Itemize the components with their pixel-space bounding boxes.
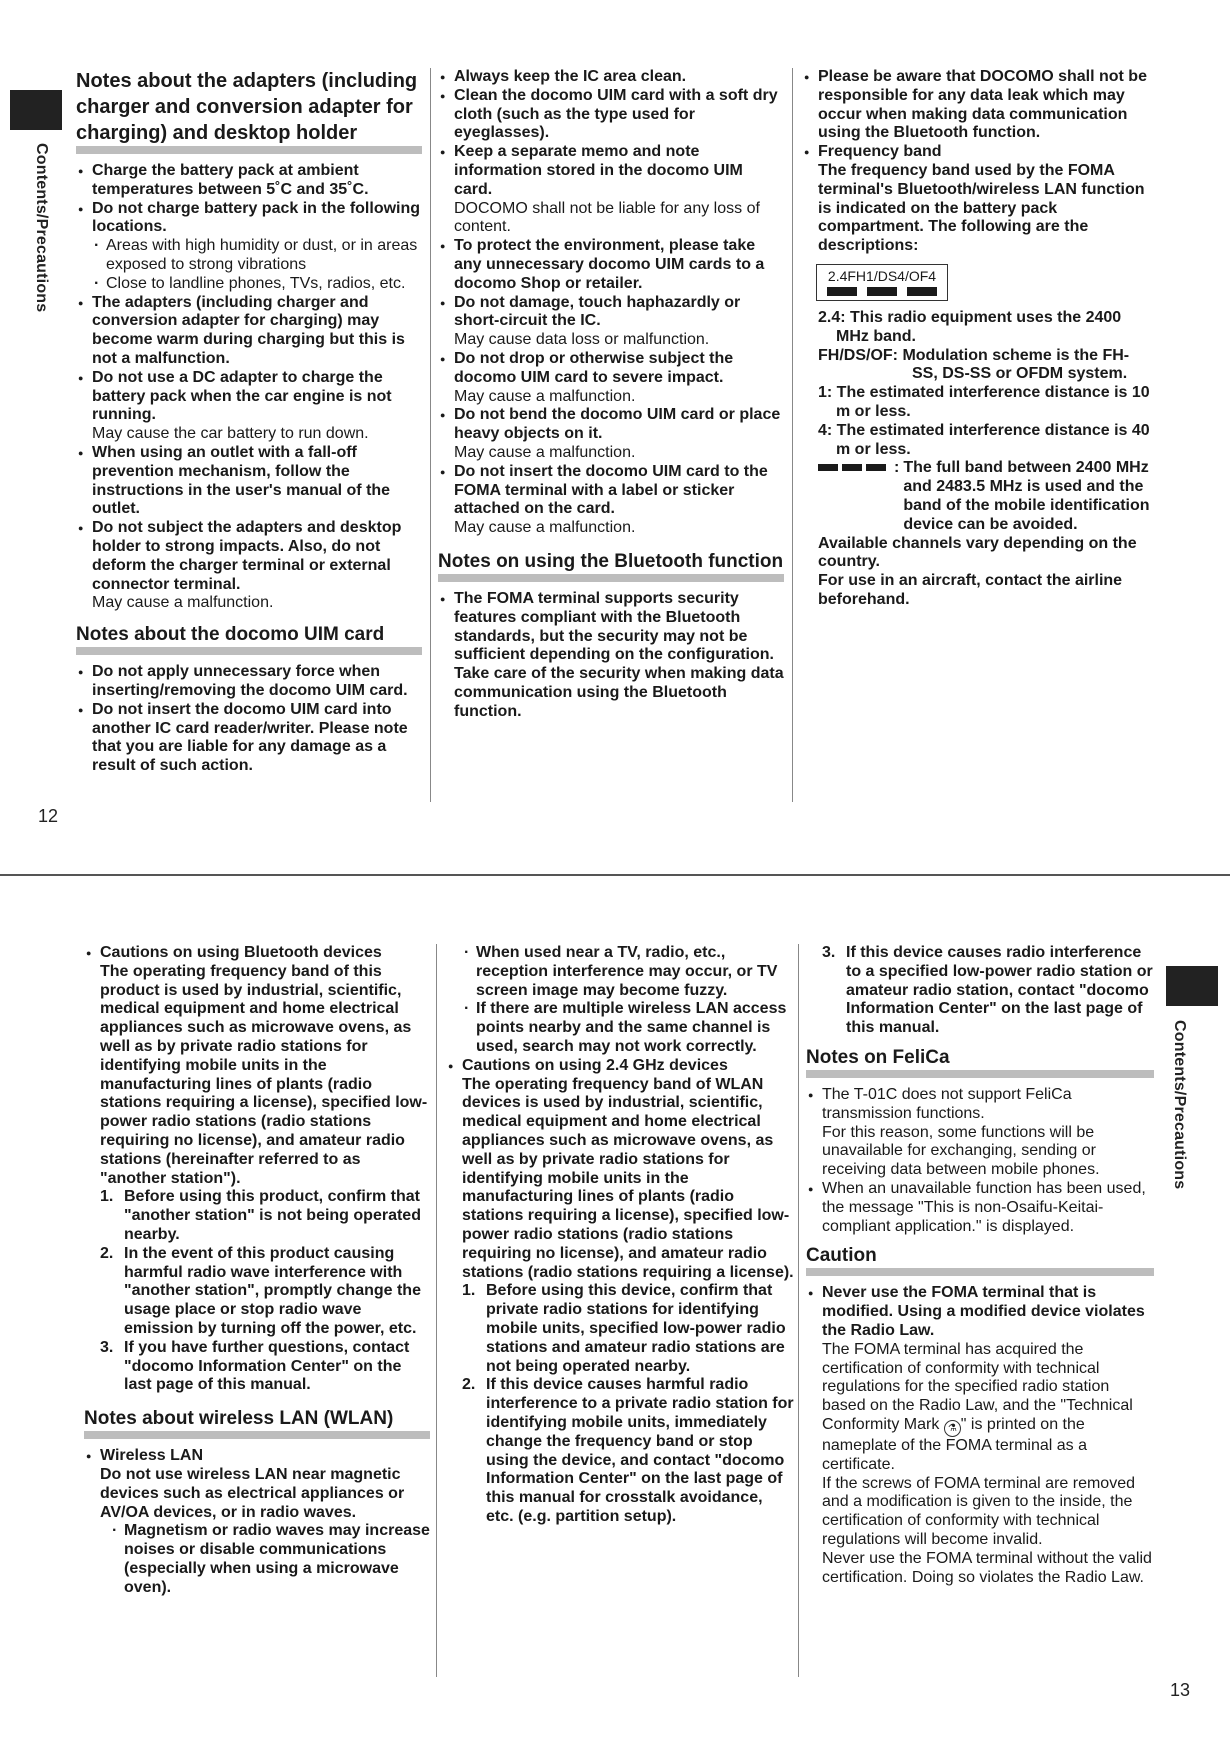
band-bar bbox=[867, 287, 897, 296]
list-item: ● To protect the environment, please take any unnecessary docomo UIM cards to a docomo Shop or retailer. bbox=[438, 237, 784, 293]
step-text: Before using this product, confirm that "another station" is not being operated nearby. bbox=[124, 1188, 421, 1243]
list-item bbox=[806, 1284, 1154, 1587]
list-item bbox=[84, 1447, 430, 1597]
definition-text: The full band between 2400 MHz and 2483.5 MHz is used and the band of the mobile identification device can be avoided. bbox=[903, 459, 1150, 533]
band-bars-icon bbox=[818, 464, 886, 471]
item-title: ● Never use the FOMA terminal that is modified. Using a modified device violates the Radio Law. bbox=[822, 1284, 1145, 1339]
text-part: " is printed on the nameplate of the FOMA terminal as a certificate. bbox=[822, 1415, 1088, 1473]
step-number: 2. bbox=[100, 1244, 114, 1262]
bottom-column-2 bbox=[446, 944, 794, 1527]
step-text: If this device causes radio interference to a specified low-power radio station or amateur radio station, contact "docomo Information Center" on the last page of this manual. bbox=[846, 944, 1153, 1037]
list-item: ● Charge the battery pack at ambient temperatures between 5˚C and 35˚C. bbox=[76, 162, 422, 200]
item-note: May cause a malfunction. bbox=[454, 443, 636, 461]
side-label: Contents/Precautions bbox=[33, 143, 50, 313]
heading-uim-card: Notes about the docomo UIM card bbox=[76, 623, 422, 655]
heading-wlan: Notes about wireless LAN (WLAN) bbox=[84, 1407, 430, 1439]
item-title: ● Cautions on using 2.4 GHz devices bbox=[462, 1056, 728, 1074]
step-number: 2. bbox=[462, 1376, 476, 1394]
list-item bbox=[802, 143, 1152, 256]
item-text: ● Do not drop or otherwise subject the docomo UIM card to severe impact. bbox=[454, 349, 734, 386]
heading-felica: Notes on FeliCa bbox=[806, 1046, 1154, 1078]
band-definitions bbox=[802, 309, 1152, 610]
list-item bbox=[84, 944, 430, 1188]
list-item bbox=[438, 590, 784, 722]
step-number: 1. bbox=[100, 1188, 114, 1206]
band-bars bbox=[827, 287, 937, 296]
text-part: The FOMA terminal has acquired the certification of conformity with technical regulations for the specified radio station based on the Radio Law, and the "Technical Conformity Mark bbox=[822, 1340, 1133, 1433]
step-text: If this device causes harmful radio interference to a private radio station for identifying mobile units, immediately change the frequency band or stop using the device, and contact "docomo Information Center" on the last page of this manual for crosstalk avoidance, etc. (e.g. partition setup). bbox=[486, 1376, 794, 1525]
list-item bbox=[438, 143, 784, 237]
band-bar bbox=[827, 287, 857, 296]
definition-bars: : The full band between 2400 MHz and 2483.5 MHz is used and the band of the mobile identification device can be avoided. bbox=[818, 459, 1152, 534]
list-item: ● The adapters (including charger and conversion adapter for charging) may become warm during charging but this is not a malfunction. bbox=[76, 294, 422, 369]
list-item bbox=[438, 406, 784, 462]
technical-conformity-mark-icon: ⚗ bbox=[944, 1420, 961, 1437]
list-item bbox=[76, 369, 422, 444]
column-divider bbox=[430, 68, 431, 802]
item-note: May cause the car battery to run down. bbox=[92, 425, 369, 443]
sub-list-item: · When used near a TV, radio, etc., reception interference may occur, or TV screen image may become fuzzy. bbox=[462, 944, 794, 1000]
item-text: Take care of the security when making data communication using the Bluetooth function. bbox=[454, 665, 784, 720]
item-text: ● Do not bend the docomo UIM card or place heavy objects on it. bbox=[454, 406, 781, 443]
list-item bbox=[438, 294, 784, 350]
item-note: May cause data loss or malfunction. bbox=[454, 331, 710, 349]
step-text: If you have further questions, contact "docomo Information Center" on the last page of this manual. bbox=[124, 1338, 410, 1394]
section-tab-marker bbox=[1166, 966, 1218, 1006]
item-text bbox=[822, 1341, 1154, 1475]
sub-list-item: · Areas with high humidity or dust, or in areas exposed to strong vibrations bbox=[92, 237, 422, 275]
definition: 1: The estimated interference distance is 10 m or less. bbox=[818, 384, 1150, 420]
item-note: May cause a malfunction. bbox=[454, 387, 636, 405]
numbered-item bbox=[462, 1376, 794, 1526]
band-bar bbox=[907, 287, 937, 296]
list-item: ● When an unavailable function has been used, the message "This is non-Osaifu-Keitai-compliant application." is displayed. bbox=[806, 1180, 1154, 1236]
numbered-item bbox=[822, 944, 1154, 1038]
list-item: ● Always keep the IC area clean. bbox=[438, 68, 784, 87]
top-column-1 bbox=[76, 68, 422, 776]
column-divider bbox=[798, 944, 799, 1677]
list-item bbox=[438, 463, 784, 538]
side-label: Contents/Precautions bbox=[1171, 1020, 1188, 1190]
step-number: 1. bbox=[462, 1282, 476, 1300]
heading-caution: Caution bbox=[806, 1244, 1154, 1276]
list-item: ● Clean the docomo UIM card with a soft dry cloth (such as the type used for eyeglasses). bbox=[438, 87, 784, 143]
heading-bluetooth: Notes on using the Bluetooth function bbox=[438, 550, 784, 582]
sub-list-item: · If there are multiple wireless LAN access points nearby and the same channel is used, search may not work correctly. bbox=[462, 1000, 794, 1056]
item-text: ● Do not subject the adapters and desktop holder to strong impacts. Also, do not deform the charger terminal or external connector terminal. bbox=[92, 519, 402, 593]
item-text: The frequency band used by the FOMA terminal's Bluetooth/wireless LAN function is indicated on the battery pack compartment. The following are the descriptions: bbox=[818, 161, 1145, 255]
page-number: 13 bbox=[1170, 1680, 1191, 1700]
item-note: May cause a malfunction. bbox=[454, 519, 636, 537]
list-item bbox=[438, 350, 784, 406]
list-item: ● Do not apply unnecessary force when inserting/removing the docomo UIM card. bbox=[76, 663, 422, 701]
item-note: May cause a malfunction. bbox=[92, 594, 274, 612]
band-label-box bbox=[816, 264, 948, 301]
item-text: ● The FOMA terminal supports security features compliant with the Bluetooth standards, but the security may not be sufficient depending on the configuration. bbox=[454, 589, 774, 664]
item-text: The operating frequency band of this product is used by industrial, scientific, medical equipment and home electrical appliances such as microwave ovens, as well as by private radio stations for identifying mobile units in the manufacturing lines of plants (radio stations requiring a license), specified low-power radio stations (radio stations requiring no license), and amateur radio stations (hereinafter referred to as "another station"). bbox=[100, 962, 428, 1187]
bottom-column-3 bbox=[806, 944, 1154, 1587]
column-divider bbox=[792, 68, 793, 802]
item-text: ● Do not damage, touch haphazardly or short-circuit the IC. bbox=[454, 293, 741, 330]
numbered-item bbox=[462, 1282, 794, 1376]
top-column-3 bbox=[802, 68, 1152, 610]
numbered-item bbox=[100, 1245, 430, 1339]
page-number: 12 bbox=[38, 806, 59, 826]
item-note: For this reason, some functions will be unavailable for exchanging, sending or receiving data between mobile phones. bbox=[822, 1123, 1100, 1179]
item-text: ● Do not insert the docomo UIM card to the FOMA terminal with a label or sticker attached on the card. bbox=[454, 462, 768, 518]
sub-list-item: · Close to landline phones, TVs, radios, etc. bbox=[92, 275, 422, 294]
item-text: ● Keep a separate memo and note information stored in the docomo UIM card. bbox=[454, 143, 743, 198]
list-item: ● Do not insert the docomo UIM card into another IC card reader/writer. Please note that you are liable for any damage as a result of such action. bbox=[76, 701, 422, 776]
step-text: Before using this device, confirm that private radio stations for identifying mobile units, specified low-power radio stations and amateur radio stations are not being operated nearby. bbox=[486, 1282, 786, 1375]
item-text: ● The T-01C does not support FeliCa transmission functions. bbox=[822, 1085, 1072, 1122]
item-text: Do not use wireless LAN near magnetic devices such as electrical appliances or AV/OA devices, or in radio waves. bbox=[100, 1465, 405, 1521]
page-12 bbox=[0, 0, 1230, 860]
heading-adapters: Notes about the adapters (including charger and conversion adapter for charging) and desktop holder bbox=[76, 68, 422, 154]
tail-text: For use in an aircraft, contact the airline beforehand. bbox=[818, 572, 1123, 608]
list-item bbox=[76, 519, 422, 613]
bottom-column-1 bbox=[84, 944, 430, 1598]
column-divider bbox=[436, 944, 437, 1677]
step-number: 3. bbox=[100, 1338, 114, 1356]
section-tab-marker bbox=[10, 90, 62, 130]
list-item: ● Please be aware that DOCOMO shall not be responsible for any data leak which may occur when making data communication using the Bluetooth function. bbox=[802, 68, 1152, 143]
item-title: ● Frequency band bbox=[818, 143, 942, 161]
definition: 4: The estimated interference distance is 40 m or less. bbox=[818, 421, 1150, 458]
list-item bbox=[806, 1086, 1154, 1180]
tail-text: Available channels vary depending on the country. bbox=[818, 534, 1137, 571]
sub-list-item: · Magnetism or radio waves may increase noises or disable communications (especially when using a microwave oven). bbox=[110, 1522, 430, 1597]
item-text: Never use the FOMA terminal without the valid certification. Doing so violates the Radio Law. bbox=[822, 1549, 1152, 1586]
page-13 bbox=[0, 876, 1230, 1751]
definition: FH/DS/OF: Modulation scheme is the FH-SS, DS-SS or OFDM system. bbox=[818, 346, 1130, 383]
step-text: In the event of this product causing harmful radio wave interference with "another station", promptly change the usage place or stop radio wave emission by turning off the power, etc. bbox=[124, 1244, 421, 1337]
definition: 2.4: This radio equipment uses the 2400 MHz band. bbox=[818, 308, 1122, 345]
item-title: ● Wireless LAN bbox=[100, 1447, 203, 1465]
item-title: ● Cautions on using Bluetooth devices bbox=[100, 944, 382, 961]
item-text: If the screws of FOMA terminal are removed and a modification is given to the inside, the certification of conformity with technical regulations will become invalid. bbox=[822, 1474, 1135, 1548]
band-label: 2.4FH1/DS4/OF4 bbox=[827, 267, 937, 284]
top-column-2 bbox=[438, 68, 784, 722]
numbered-item bbox=[100, 1339, 430, 1395]
step-number: 3. bbox=[822, 944, 836, 961]
list-item bbox=[446, 1057, 794, 1283]
item-text: The operating frequency band of WLAN devices is used by industrial, scientific, medical equipment and home electrical appliances such as microwave ovens, as well as by private radio stations for identifying mobile units in the manufacturing lines of plants (radio stations requiring a license), specified low-power radio stations (radio stations requiring no license), and amateur radio stations (radio stations requiring a license). bbox=[462, 1075, 794, 1281]
numbered-item bbox=[100, 1188, 430, 1244]
list-item: ● When using an outlet with a fall-off prevention mechanism, follow the instructions in the user's manual of the outlet. bbox=[76, 444, 422, 519]
item-text: ● Do not use a DC adapter to charge the battery pack when the car engine is not running. bbox=[92, 368, 392, 424]
item-note: DOCOMO shall not be liable for any loss of content. bbox=[454, 199, 760, 236]
list-item: ● Do not charge battery pack in the following locations. bbox=[76, 200, 422, 238]
